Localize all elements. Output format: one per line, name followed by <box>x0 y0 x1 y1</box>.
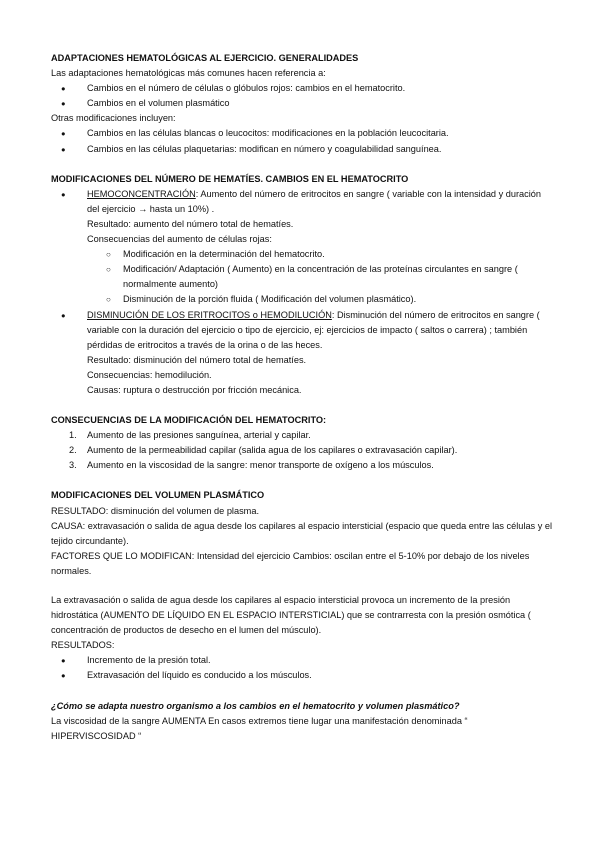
sub-list-item: ○ Modificación en la determinación del hematocrito. <box>51 247 554 262</box>
paragraph-answer: La viscosidad de la sangre AUMENTA En casos extremos tiene lugar una manifestación denominada “ HIPERVISCOSIDAD “ <box>51 715 468 741</box>
paragraph-factores: FACTORES QUE LO MODIFICAN: Intensidad del ejercicio Cambios: oscilan entre el 5-10% por debajo de los niveles normales. <box>51 550 530 576</box>
list-item <box>51 458 554 473</box>
list-item: ● Cambios en las células plaquetarias: modifican en número y coagulabilidad sanguínea. <box>51 142 554 157</box>
resultado-line: Resultado: disminución del número total de hematíes. <box>87 354 307 365</box>
definition-text: : Disminución del número de eritrocitos en sangre ( variable con la duración del ejercicio o tipo de ejercicio, ej: ejercicios de impacto ( saltos o carrera) ; también pérdidas de eritrocitos a través de la orina o de las heces. <box>87 309 540 350</box>
bullet-list-resultados <box>51 653 554 683</box>
list-item: ● Cambios en el volumen plasmático <box>51 96 554 111</box>
question-heading: ¿Cómo se adapta nuestro organismo a los cambios en el hematocrito y volumen plasmático? <box>51 700 460 711</box>
list-number: 3. <box>69 460 77 471</box>
sub-list-item: ○ Disminución de la porción fluida ( Modificación del volumen plasmático). <box>51 292 554 307</box>
section-title-volumen: MODIFICACIONES DEL VOLUMEN PLASMÁTICO <box>51 490 265 501</box>
section-title-hematies: MODIFICACIONES DEL NÚMERO DE HEMATÍES. CAMBIOS EN EL HEMATOCRITO <box>51 173 409 184</box>
term-hemoconcentracion: HEMOCONCENTRACIÓN <box>87 188 196 199</box>
term-hemodilucion: DISMINUCIÓN DE LOS ERITROCITOS o HEMODILUCIÓN <box>87 309 332 320</box>
paragraph-otras: Otras modificaciones incluyen: <box>51 113 176 124</box>
bullet-list-hematies <box>51 187 554 398</box>
list-item: ● Incremento de la presión total. <box>51 653 554 668</box>
list-item-hemodilucion <box>51 308 554 353</box>
list-item-text: Aumento de las presiones sanguínea, arterial y capilar. <box>87 430 311 441</box>
numbered-list-consecuencias <box>51 428 554 473</box>
list-number: 2. <box>69 445 77 456</box>
sub-list-item: ○ Modificación/ Adaptación ( Aumento) en la concentración de las proteínas circulantes en sangre ( normalmente aumento) <box>51 262 554 292</box>
list-item-text: Aumento en la viscosidad de la sangre: menor transporte de oxígeno a los músculos. <box>87 460 434 471</box>
consecuencias-line: Consecuencias: hemodilución. <box>87 369 212 380</box>
list-item <box>51 428 554 443</box>
resultados-label: RESULTADOS: <box>51 640 115 651</box>
bullet-list-otras <box>51 126 554 156</box>
paragraph-extravasacion: La extravasación o salida de agua desde los capilares al espacio intersticial provoca un incremento de la presión hidrostática (AUMENTO DE LÍQUIDO EN EL ESPACIO INTERSTICIAL) que se contrarresta con la presión osmótica ( concentración de productos de desecho en el lumen del músculo). <box>51 595 531 636</box>
definition-text: : Aumento del número de eritrocitos en sangre ( variable con la intensidad y duración del ejercicio → hasta un 10%) . <box>87 188 541 214</box>
resultado-line: Resultado: aumento del número total de hematíes. <box>87 218 294 229</box>
paragraph-causa: CAUSA: extravasación o salida de agua desde los capilares al espacio intersticial (espacio que queda entre las células y el tejido circundante). <box>51 520 553 546</box>
bullet-list-cambios <box>51 81 554 111</box>
list-item-hemoconcentracion <box>51 187 554 217</box>
list-item-text: Aumento de la permeabilidad capilar (salida agua de los capilares o extravasación capilar). <box>87 445 458 456</box>
list-item: ● Cambios en las células blancas o leucocitos: modificaciones en la población leucocitaria. <box>51 126 554 141</box>
list-item: ● Extravasación del líquido es conducido a los músculos. <box>51 668 554 683</box>
section-title-generalidades: ADAPTACIONES HEMATOLÓGICAS AL EJERCICIO. GENERALIDADES <box>51 53 359 63</box>
consecuencias-line: Consecuencias del aumento de células rojas: <box>87 234 272 245</box>
list-item: ● Cambios en el número de células o glóbulos rojos: cambios en el hematocrito. <box>51 81 554 96</box>
causas-line: Causas: ruptura o destrucción por fricción mecánica. <box>87 384 302 395</box>
list-number: 1. <box>69 430 77 441</box>
list-item <box>51 443 554 458</box>
paragraph-resultado: RESULTADO: disminución del volumen de plasma. <box>51 505 259 516</box>
paragraph-intro: Las adaptaciones hematológicas más comunes hacen referencia a: <box>51 68 326 79</box>
section-title-consecuencias: CONSECUENCIAS DE LA MODIFICACIÓN DEL HEMATOCRITO: <box>51 415 327 426</box>
